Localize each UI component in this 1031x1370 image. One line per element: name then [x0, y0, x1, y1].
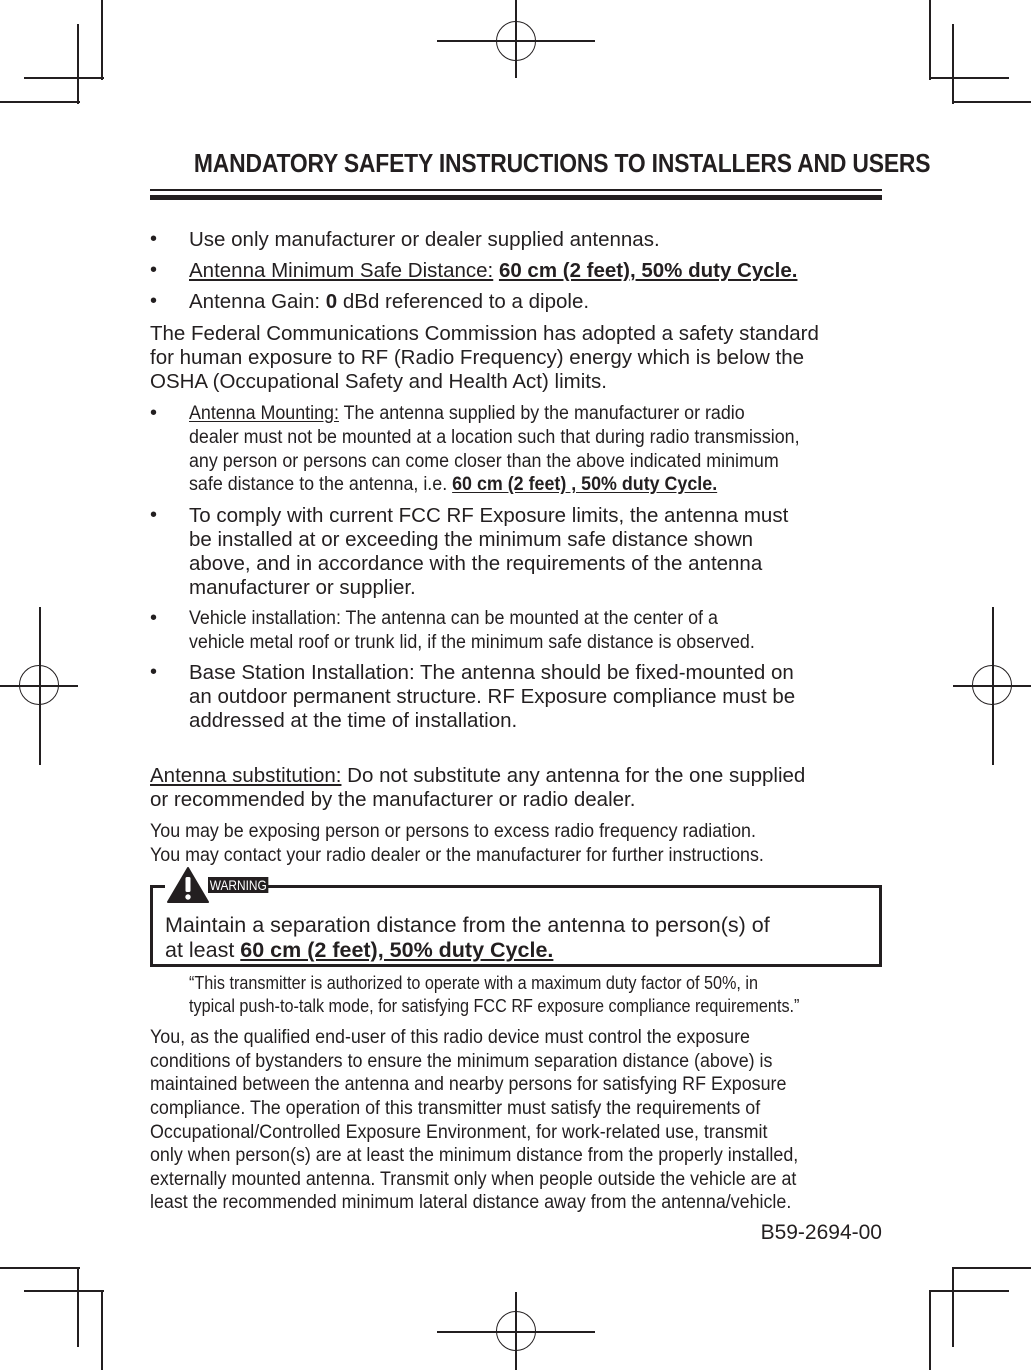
title-rule-thin [150, 189, 882, 191]
bullet-marker: • [150, 259, 158, 281]
title-rule-thick [150, 195, 882, 200]
antenna-gain-suffix: dBd referenced to a dipole. [337, 290, 590, 313]
comply-line: be installed at or exceeding the minimum safe distance shown [189, 528, 754, 551]
page-title: MANDATORY SAFETY INSTRUCTIONS TO INSTALLERS AND USERS [193, 148, 931, 178]
base-station-line: addressed at the time of installation. [189, 709, 518, 732]
vehicle-line: vehicle metal roof or trunk lid, if the minimum safe distance is observed. [189, 632, 755, 653]
bullet-marker: • [150, 290, 158, 312]
warning-text-line [165, 938, 905, 962]
mounting-line [189, 473, 885, 497]
comply-line: above, and in accordance with the requirements of the antenna [189, 552, 763, 575]
exposing-line: You may contact your radio dealer or the manufacturer for further instructions. [150, 845, 764, 866]
min-safe-distance-label: Antenna Minimum Safe Distance: [189, 259, 494, 282]
bullet-marker: • [150, 661, 158, 683]
document-code: B59-2694-00 [760, 1221, 882, 1244]
fcc-paragraph-line: for human exposure to RF (Radio Frequency) energy which is below the [150, 346, 805, 369]
final-paragraph-line: maintained between the antenna and nearby persons for satisfying RF Exposure [150, 1074, 787, 1095]
exposing-line: You may be exposing person or persons to excess radio frequency radiation. [150, 821, 756, 842]
warning-text-prefix: at least [165, 938, 241, 962]
substitution-label: Antenna substitution: [150, 764, 342, 787]
base-station-line: an outdoor permanent structure. RF Exposure compliance must be [189, 685, 796, 708]
quote-line: typical push-to-talk mode, for satisfying FCC RF exposure compliance requirements.” [189, 996, 800, 1016]
bullet-marker: • [150, 228, 158, 250]
final-paragraph-line: compliance. The operation of this transmitter must satisfy the requirements of [150, 1098, 761, 1119]
warning-distance-value: 60 cm (2 feet), 50% duty Cycle. [240, 938, 554, 962]
bullet-marker: • [150, 504, 158, 526]
bullet-marker: • [150, 607, 158, 629]
substitution-text: Do not substitute any antenna for the one supplied [341, 764, 806, 787]
mounting-label: Antenna Mounting: [189, 403, 339, 424]
final-paragraph-line: externally mounted antenna. Transmit only when people outside the vehicle are at [150, 1169, 797, 1190]
quote-line: “This transmitter is authorized to operate with a maximum duty factor of 50%, in [189, 973, 759, 993]
bullet-marker: • [150, 402, 158, 424]
fcc-paragraph-line: The Federal Communications Commission has adopted a safety standard [150, 322, 819, 345]
warning-triangle-icon [166, 866, 210, 904]
warning-text-line: Maintain a separation distance from the antenna to person(s) of [165, 913, 770, 937]
final-paragraph-line: You, as the qualified end-user of this radio device must control the exposure [150, 1027, 750, 1048]
min-safe-distance-value: 60 cm (2 feet), 50% duty Cycle. [498, 259, 798, 282]
final-paragraph-line: conditions of bystanders to ensure the minimum separation distance (above) is [150, 1051, 773, 1072]
substitution-line: or recommended by the manufacturer or radio dealer. [150, 788, 636, 811]
mounting-text: safe distance to the antenna, i.e. [189, 474, 453, 495]
bullet-antenna-gain [189, 290, 929, 314]
final-paragraph-line: only when person(s) are at least the minimum distance from the properly installed, [150, 1145, 799, 1166]
antenna-gain-label: Antenna Gain: [189, 290, 326, 313]
mounting-text: The antenna supplied by the manufacturer or radio [338, 403, 745, 424]
base-station-line: Base Station Installation: The antenna should be fixed-mounted on [189, 661, 794, 684]
comply-line: manufacturer or supplier. [189, 576, 416, 599]
comply-line: To comply with current FCC RF Exposure limits, the antenna must [189, 504, 789, 527]
vehicle-line: Vehicle installation: The antenna can be mounted at the center of a [189, 608, 718, 629]
mounting-line: any person or persons can come closer than the above indicated minimum [189, 451, 779, 472]
warning-label: WARNING [209, 877, 267, 893]
bullet-min-safe-distance [189, 259, 929, 283]
mounting-line [189, 402, 885, 426]
mounting-line: dealer must not be mounted at a location such that during radio transmission, [189, 427, 800, 448]
bullet-supplied-antennas: Use only manufacturer or dealer supplied antennas. [189, 228, 660, 251]
mounting-distance-value: 60 cm (2 feet) , 50% duty Cycle. [452, 474, 718, 495]
final-paragraph-line: Occupational/Controlled Exposure Environment, for work-related use, transmit [150, 1122, 768, 1143]
substitution-line [150, 764, 890, 788]
final-paragraph-line: least the recommended minimum lateral distance away from the antenna/vehicle. [150, 1192, 792, 1213]
antenna-gain-value: 0 [325, 290, 338, 313]
fcc-paragraph-line: OSHA (Occupational Safety and Health Act) limits. [150, 370, 607, 393]
